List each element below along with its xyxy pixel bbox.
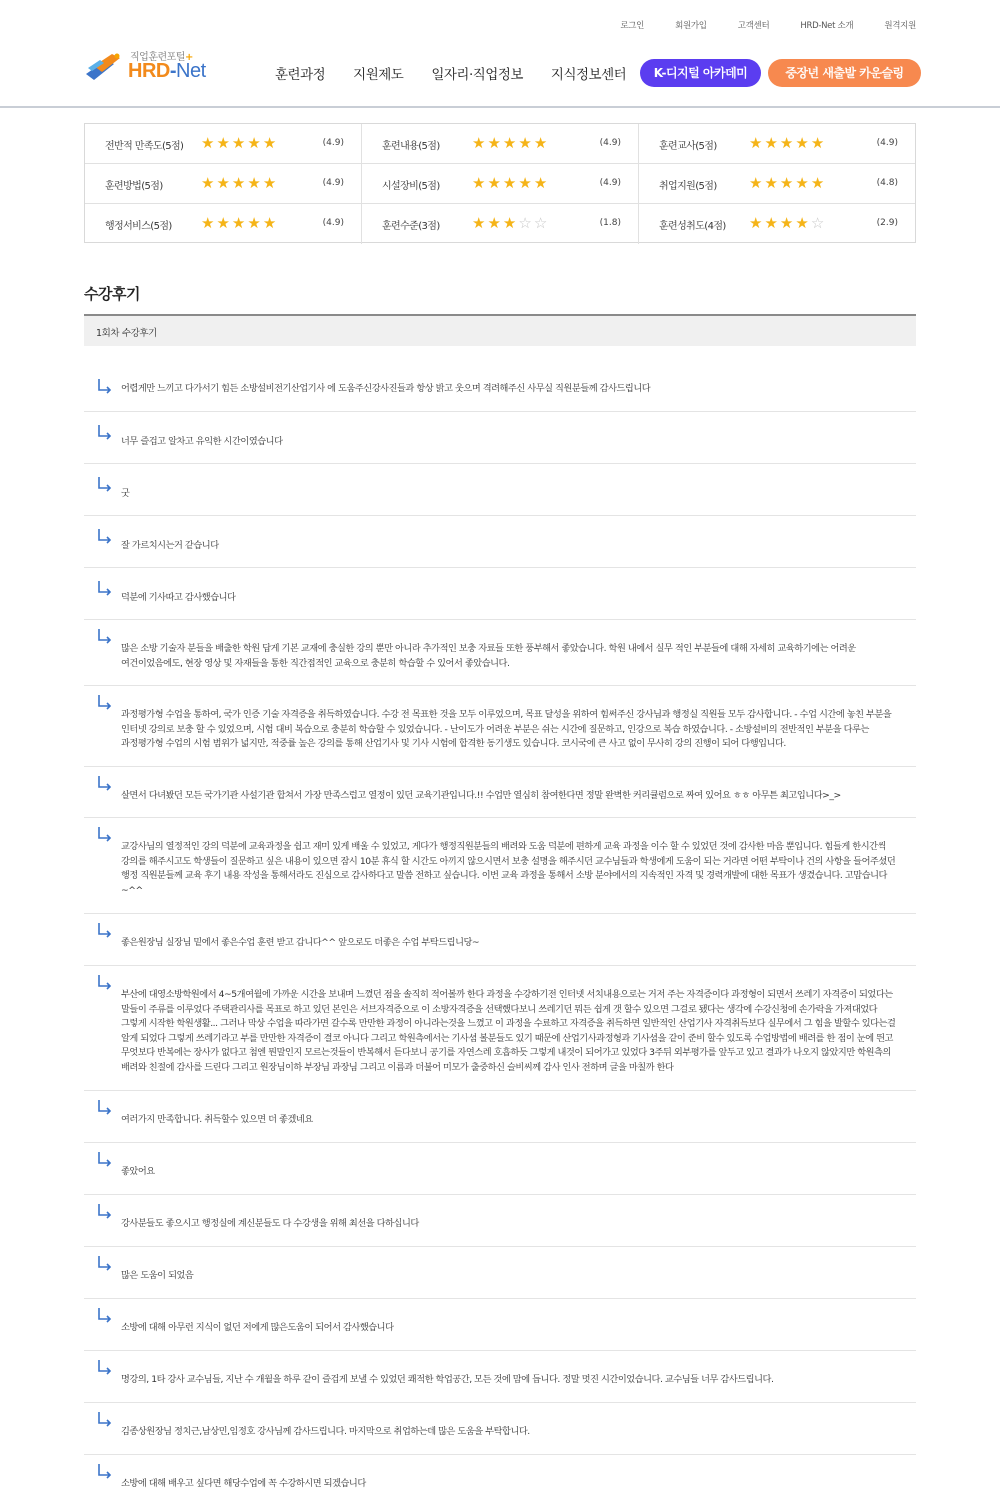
star-filled-icon: ★ [487,134,503,152]
reply-arrow-icon [97,974,113,992]
star-rating-icon [749,215,826,231]
logo-wordmark: HRD-Net [128,60,206,82]
reply-arrow-icon [97,922,113,940]
review-round-bar [84,314,916,346]
star-filled-icon: ★ [749,134,765,152]
reply-arrow-icon [97,1203,113,1221]
review-round-label: 1회차 수강후기 [96,328,157,339]
star-filled-icon: ★ [472,214,488,232]
review-text: 살면서 다녀봤던 모든 국가기관 사설기관 합쳐서 가장 만족스럽고 열정이 있던 교육기관입니다.!! 수업만 열심히 참여한다면 정말 완벽한 커리큘럼으로 짜여 있어요 ㅎㅎ 아무튼 최고입니다>_> [121,790,841,801]
reply-arrow-icon [97,528,113,546]
rating-score: (1.8) [599,218,621,228]
star-filled-icon: ★ [231,134,248,152]
review-item [84,914,916,966]
star-filled-icon: ★ [487,214,503,232]
star-rating-icon [201,175,278,191]
review-item [84,686,916,767]
review-item [84,464,916,516]
star-filled-icon: ★ [779,214,796,232]
rating-label: 행정서비스(5점) [105,221,172,232]
reply-arrow-icon [97,378,113,396]
rating-label: 전반적 만족도(5점) [105,141,184,152]
review-item [84,1455,916,1499]
reply-arrow-icon [97,1255,113,1273]
rating-cell [85,164,362,204]
review-text: 과정평가형 수업을 통하여, 국가 인증 기술 자격증을 취득하였습니다. 수강 전 목표한 것을 모두 이루었으며, 목표 달성을 위하여 힘써주신 강사님과 행정실 직원들 모두 감사합니다. - 수업 시간에 놓친 부분을 인터넷 강의로 보충 할 수 있었으며, 시험 대비 복습으로 충분히 학습할 수 있었습니다. - 난이도가 어려운 부분은 쉬는 시간에 질문하고, 인강으로 복습 하였습니다. - 소방설비의 전반적인 부분을 다루는 과정평가형 수업의 시험 범위가 넓지만, 적중률 높은 강의를 통해 산업기사 및 기사 시험에 합격한 동기생도 있습니다. 코시국에 큰 사고 없이 무사히 강의 진행이 되어 다행입니다. [121,709,892,750]
rating-cell [362,204,639,244]
review-text: 덕분에 기사따고 감사했습니다 [121,592,236,603]
utility-nav [589,19,916,31]
star-filled-icon: ★ [518,174,534,192]
review-text: 너무 즐겁고 알차고 유익한 시간이였습니다 [121,436,283,447]
rating-cell [85,124,362,164]
rating-label: 훈련성취도(4점) [659,221,726,232]
star-filled-icon: ★ [216,214,232,232]
review-text: 좋았어요 [121,1166,155,1177]
remote-support-link[interactable]: 원격지원 [884,21,916,31]
rating-score: (4.9) [322,218,344,228]
star-filled-icon: ★ [764,174,780,192]
reply-arrow-icon [97,476,113,494]
star-rating-icon [749,175,826,191]
star-empty-icon: ☆ [810,214,827,232]
review-text: 많은 소방 기술자 분들을 배출한 학원 답게 기본 교재에 충실한 강의 뿐만 아니라 추가적인 보충 자료들 또한 풍부해서 좋았습니다. 학원 내에서 실무 적인 부분들에 대해 자세히 교육하기에는 어려운 여건이었음에도, 현장 영상 및 자재들을 통한 직간접적인 교육으로 충분히 학습할 수 있어서 좋았습니다. [121,643,856,669]
rating-label: 훈련수준(3점) [382,221,440,232]
star-filled-icon: ★ [487,174,503,192]
logo-mark-icon [84,52,124,82]
star-filled-icon: ★ [262,214,279,232]
star-filled-icon: ★ [518,134,534,152]
review-item [84,620,916,686]
reply-arrow-icon [97,424,113,442]
star-filled-icon: ★ [216,174,232,192]
review-text: 어렵게만 느끼고 다가서기 힘든 소방설비전기산업기사 에 도움주신강사진들과 항상 밝고 웃으며 격려해주신 사무실 직원분들께 감사드립니다 [121,383,651,394]
star-empty-icon: ☆ [518,214,534,232]
main-nav [275,63,654,83]
rating-score: (2.9) [876,218,898,228]
nav-support-system[interactable]: 지원제도 [353,67,404,83]
site-header [0,0,1000,108]
star-filled-icon: ★ [795,214,811,232]
midcareer-counseling-button[interactable]: 중장년 새출발 카운슬링 [768,59,921,87]
review-item [84,348,916,412]
rating-cell [85,204,362,244]
star-filled-icon: ★ [810,134,827,152]
review-text: 강사분들도 좋으시고 행정실에 계신분들도 다 수강생을 위해 최선을 다하십니다 [121,1218,419,1229]
section-title: 수강후기 [84,285,140,303]
rating-cell [639,124,915,164]
review-text: 소방에 대해 아무런 지식이 없던 저에게 많은도움이 되어서 감사했습니다 [121,1322,394,1333]
rating-label: 취업지원(5점) [659,181,717,192]
star-filled-icon: ★ [779,134,796,152]
nav-knowledge-center[interactable]: 지식정보센터 [550,67,627,83]
rating-score: (4.9) [322,138,344,148]
rating-label: 훈련내용(5점) [382,141,440,152]
nav-jobs-info[interactable]: 일자리·직업정보 [431,67,523,83]
star-filled-icon: ★ [533,174,550,192]
rating-label: 시설장비(5점) [382,181,440,192]
reply-arrow-icon [97,1099,113,1117]
star-filled-icon: ★ [810,174,827,192]
review-item [84,1351,916,1403]
review-text: 교강사님의 열정적인 강의 덕분에 교육과정을 쉽고 재미 있게 배울 수 있었고, 게다가 행정직원분들의 배려와 도움 덕분에 편하게 교육 과정을 이수 할 수 있었던 것에 감사한 마음 뿐입니다. 힘들게 한시간씩 강의를 해주시고도 학생들이 질문하고 싶은 내용이 있으면 잠시 10분 휴식 할 시간도 아끼지 않으시면서 보충 설명을 해주시던 교수님들과 학생에게 도움이 되는 거라면 어떤 부탁이나 건의 사항을 들어주셨던 행정 직원분들께 교육 후기 내용 작성을 통해서라도 진심으로 감사하다고 말씀 전하고 싶습니다. 이번 교육 과정을 통해서 소방 분야에서의 지속적인 자격 및 경력개발에 대한 목표가 생겼습니다. 고맙습니다~^^ [121,841,896,896]
star-filled-icon: ★ [201,214,217,232]
review-item [84,1195,916,1247]
review-item [84,412,916,464]
star-rating-icon [749,135,826,151]
review-text: 부산에 대영소방학원에서 4~5개여월에 가까운 시간을 보내며 느꼈던 점을 솔직히 적어볼까 한다 과정을 수강하기전 인터넷 서치내용으로는 거저 주는 자격증이다 과정형이 되면서 쓰레기 자격증이 되었다는 말들이 주류를 이루었다 주택관리사를 목표로 하고 있던 본인은 서브자격증으로 이 소방자격증을 선택했다보니 쓰레기던 뭐든 쉽게 갯 할수 있으면 그걸로 됐다는 생각에 수강신청에 손가락을 가져대었다 그렇게 시작한 학원생활... 그러나 막상 수업을 따라가면 갈수록 만만한 과정이 아니라는것을 느꼈고 이 과정을 수료하고 자격증을 취득하면 일반적인 산업기사 자격취득보다 실무에서 그 힘을 발할수 있다는걸 알게 되었다 그렇게 쓰레기라고 부를 만만한 자격증이 결코 아니다 그리고 학원측에서는 기사셤 볼분들도 있기 때문에 산업기사과정형과 기사셤을 같이 준비 할수 있도록 수업방법에 배려를 한 점이 눈에 띈고 무엇보다 반복에는 장사가 없다고 첨엔 뭔말인지 모르는것들이 반복해서 듣다보니 공기를 자연스레 호흡하듯 그렇게 내것이 되어가고 있었다 3주뒤 외부평가를 앞두고 있고 결과가 나오지 않았지만 학원측의 배려와 친절에 감사를 드린다 그리고 원장님이하 부장님 과장님 그리고 이름과 더불어 미모가 출중하신 슬비씨께 감사 인사 전하며 글을 마칠까 한다 [121,989,896,1073]
review-item [84,568,916,620]
review-item [84,1091,916,1143]
star-filled-icon: ★ [262,174,279,192]
star-filled-icon: ★ [472,134,488,152]
star-rating-icon [472,215,549,231]
star-filled-icon: ★ [201,134,217,152]
reply-arrow-icon [97,775,113,793]
rating-cell [639,164,915,204]
reply-arrow-icon [97,580,113,598]
about-link[interactable]: HRD-Net 소개 [800,21,854,31]
star-filled-icon: ★ [502,214,519,232]
review-text: 명강의, 1타 강사 교수님들, 지난 수 개월을 하루 같이 즐겁게 보낼 수 있었던 쾌적한 학업공간, 모든 것에 맘에 듭니다. 정말 멋진 시간이었습니다. 교수님들 너무 감사드립니다. [121,1374,774,1385]
reply-arrow-icon [97,1359,113,1377]
review-text: 좋은원장님 실장님 밑에서 좋은수업 훈련 받고 갑니다^^ 앞으로도 더좋은 수업 부탁드립니당~ [121,937,480,948]
star-filled-icon: ★ [231,174,248,192]
review-text: 많은 도움이 되었음 [121,1270,194,1281]
review-item [84,1403,916,1455]
logo-subtitle: 직업훈련포털+ [130,52,193,63]
star-filled-icon: ★ [472,174,488,192]
rating-cell [362,124,639,164]
star-filled-icon: ★ [231,214,248,232]
star-filled-icon: ★ [749,174,765,192]
reply-arrow-icon [97,1463,113,1481]
star-rating-icon [472,135,549,151]
reply-arrow-icon [97,826,113,844]
review-item [84,516,916,568]
star-filled-icon: ★ [502,174,519,192]
rating-score: (4.9) [599,178,621,188]
rating-score: (4.9) [876,138,898,148]
review-text: 잘 가르치시는거 같습니다 [121,540,219,551]
review-item [84,767,916,818]
star-filled-icon: ★ [247,214,263,232]
rating-label: 훈련방법(5점) [105,181,163,192]
review-item [84,1143,916,1195]
rating-cell [639,204,915,244]
star-filled-icon: ★ [247,134,263,152]
star-filled-icon: ★ [764,214,780,232]
review-item [84,818,916,914]
rating-score: (4.9) [599,138,621,148]
star-rating-icon [201,135,278,151]
signup-link[interactable]: 회원가입 [675,21,707,31]
star-rating-icon [201,215,278,231]
star-empty-icon: ☆ [533,214,550,232]
review-text: 여러가지 만족합니다. 취득할수 있으면 더 좋겠네요 [121,1114,313,1125]
reply-arrow-icon [97,628,113,646]
star-filled-icon: ★ [262,134,279,152]
star-filled-icon: ★ [749,214,765,232]
star-filled-icon: ★ [502,134,519,152]
star-filled-icon: ★ [764,134,780,152]
review-item [84,1247,916,1299]
rating-cell [362,164,639,204]
reply-arrow-icon [97,1307,113,1325]
customer-center-link[interactable]: 고객센터 [737,21,770,31]
rating-score: (4.9) [322,178,344,188]
star-rating-icon [472,175,549,191]
star-filled-icon: ★ [247,174,263,192]
star-filled-icon: ★ [533,134,550,152]
rating-summary-grid [84,123,916,243]
review-text: 굿 [121,488,130,499]
k-digital-academy-button[interactable]: K-디지털 아카데미 [640,59,761,87]
rating-score: (4.8) [876,178,898,188]
star-filled-icon: ★ [795,134,811,152]
rating-label: 훈련교사(5점) [659,141,717,152]
star-filled-icon: ★ [201,174,217,192]
reply-arrow-icon [97,1151,113,1169]
review-item [84,1299,916,1351]
login-link[interactable]: 로그인 [620,21,645,31]
review-item [84,966,916,1091]
review-text: 소방에 대해 배우고 싶다면 해당수업에 꼭 수강하시면 되겠습니다 [121,1478,366,1489]
star-filled-icon: ★ [795,174,811,192]
nav-training-courses[interactable]: 훈련과정 [275,67,326,83]
star-filled-icon: ★ [779,174,796,192]
reply-arrow-icon [97,694,113,712]
reply-arrow-icon [97,1411,113,1429]
review-text: 김종상원장님 정치근,남상민,임정호 강사님께 감사드립니다. 마지막으로 취업하는데 많은 도움을 부탁합니다. [121,1426,530,1437]
hrd-net-logo[interactable] [84,46,234,86]
star-filled-icon: ★ [216,134,232,152]
